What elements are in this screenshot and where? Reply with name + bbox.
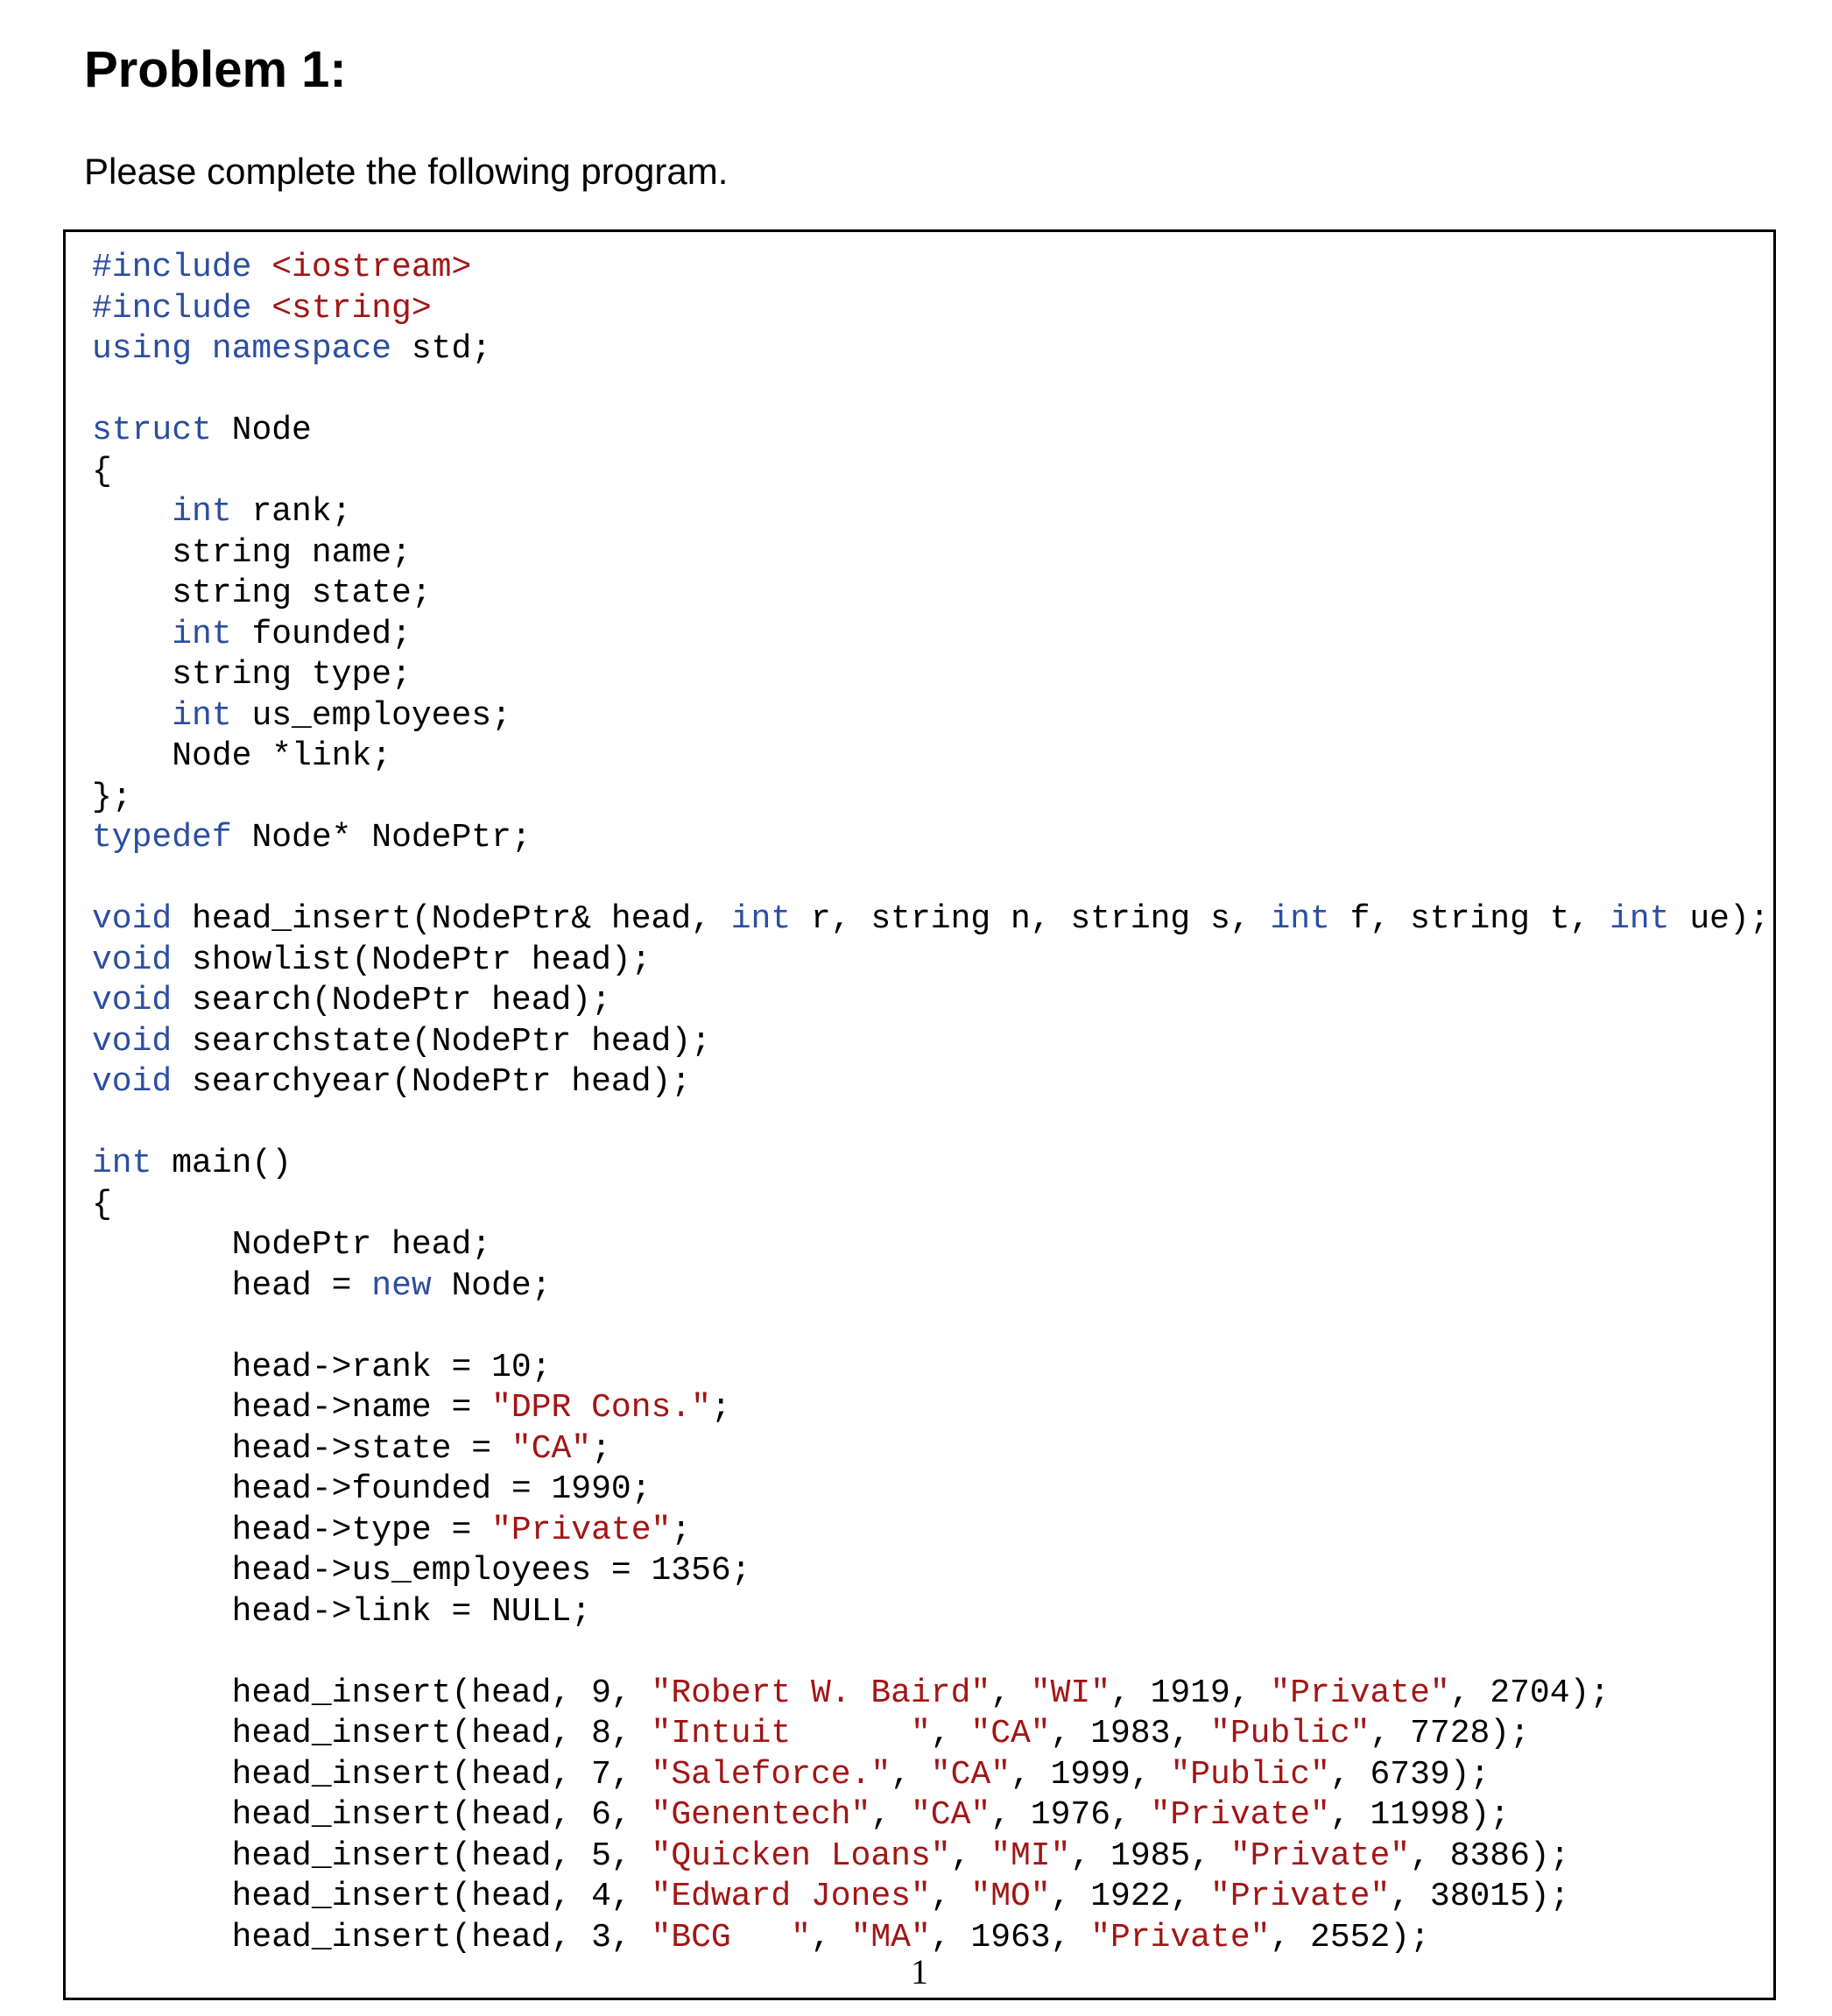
code-text: , [930, 1878, 971, 1915]
code-text: , 2552); [1270, 1918, 1430, 1956]
code-keyword: void [92, 982, 193, 1019]
code-keyword: void [92, 1063, 193, 1101]
code-text: Node; [451, 1266, 552, 1305]
code-keyword: typedef [92, 819, 252, 856]
code-text: , 1983, [1050, 1715, 1211, 1752]
code-keyword: int [1270, 900, 1350, 938]
code-text: , [891, 1755, 931, 1794]
code-line [92, 1511, 1770, 1552]
code-block [92, 248, 1770, 1958]
code-text: head->us_employees = 1356; [92, 1552, 751, 1590]
code-string: "MI" [990, 1836, 1071, 1875]
code-string: "Intuit " [651, 1715, 931, 1752]
code-string: "CA" [910, 1796, 991, 1834]
code-line [92, 1062, 1770, 1103]
code-listing [63, 229, 1776, 2000]
code-text: , 38015); [1390, 1878, 1570, 1915]
code-line [92, 696, 1770, 737]
code-line [92, 655, 1770, 696]
code-string: "Public" [1210, 1715, 1370, 1752]
code-string: "CA" [970, 1715, 1051, 1752]
code-text: head_insert(head, 4, [92, 1878, 652, 1915]
code-line [92, 1022, 1770, 1063]
code-text: , 1999, [1011, 1755, 1171, 1794]
code-line [92, 737, 1770, 778]
code-text: , [950, 1836, 991, 1875]
code-line [92, 1551, 1770, 1592]
code-string: "Quicken Loans" [651, 1836, 951, 1875]
code-line [92, 1429, 1770, 1470]
code-line [92, 1470, 1770, 1511]
code-text [92, 697, 172, 735]
code-text: , 1922, [1050, 1878, 1211, 1915]
code-text: head->state = [92, 1429, 511, 1468]
code-text [92, 493, 172, 531]
code-text: Node *link; [92, 737, 392, 775]
code-line [92, 1836, 1770, 1878]
code-text: ; [710, 1389, 731, 1427]
code-string: "Edward Jones" [651, 1878, 931, 1915]
code-keyword: int [172, 493, 252, 531]
code-string: "Robert W. Baird" [651, 1674, 991, 1712]
code-line [92, 899, 1770, 941]
code-text: r, string n, string s, [810, 900, 1271, 938]
code-text: head_insert(head, 7, [92, 1755, 652, 1794]
code-line [92, 1714, 1770, 1755]
code-text: rank; [251, 493, 352, 531]
code-text: searchyear(NodePtr head); [192, 1063, 692, 1101]
code-line [92, 452, 1770, 493]
code-text: , 6739); [1329, 1755, 1490, 1794]
code-text: ; [671, 1511, 692, 1549]
code-string: "Private" [1270, 1674, 1450, 1712]
code-text: Node [231, 412, 312, 449]
code-keyword: #include [92, 249, 272, 286]
code-keyword: new [371, 1266, 452, 1305]
code-text: , [930, 1715, 971, 1752]
code-line [92, 370, 1770, 412]
code-text: , 2704); [1449, 1674, 1610, 1712]
code-string: <iostream> [271, 249, 472, 286]
code-line [92, 1632, 1770, 1674]
code-text: , [990, 1674, 1031, 1712]
code-text: ue); [1689, 900, 1770, 938]
code-string: "CA" [930, 1755, 1011, 1794]
code-string: "Private" [1090, 1918, 1271, 1956]
code-text [92, 616, 172, 653]
code-text: head->type = [92, 1511, 492, 1549]
code-text: head->founded = 1990; [92, 1470, 652, 1508]
code-line [92, 981, 1770, 1022]
code-text: , 8386); [1410, 1836, 1570, 1875]
instruction-text: Please complete the following program. [84, 151, 729, 192]
code-string: "Genentech" [651, 1796, 871, 1834]
code-text: ; [591, 1429, 611, 1468]
code-string: "WI" [1030, 1674, 1111, 1712]
code-text: std; [411, 330, 492, 368]
code-text: us_employees; [251, 696, 511, 735]
code-string: "Saleforce." [651, 1755, 891, 1794]
code-string: "MA" [850, 1918, 931, 1956]
code-text: head = [92, 1266, 372, 1305]
code-text: Node* NodePtr; [251, 819, 532, 856]
code-line [92, 289, 1770, 330]
code-line [92, 329, 1770, 370]
code-line [92, 1225, 1770, 1266]
code-line [92, 1674, 1770, 1715]
code-text: head_insert(head, 6, [92, 1796, 652, 1834]
code-line [92, 859, 1770, 900]
code-keyword: int [92, 1145, 173, 1182]
code-line [92, 1388, 1770, 1429]
code-string: "Private" [1210, 1878, 1391, 1915]
code-line [92, 492, 1770, 533]
code-string: "Private" [1230, 1836, 1411, 1875]
code-line [92, 1266, 1770, 1308]
code-text: , 1976, [990, 1796, 1151, 1834]
code-text: , 1963, [930, 1918, 1091, 1956]
code-line [92, 1144, 1770, 1185]
code-text: head->link = NULL; [92, 1592, 592, 1631]
code-text: NodePtr head; [92, 1226, 492, 1264]
code-text: head_insert(head, 9, [92, 1674, 652, 1712]
code-string: "Private" [491, 1511, 672, 1549]
code-line [92, 615, 1770, 656]
code-line [92, 778, 1770, 819]
code-text: { [92, 452, 112, 490]
code-line [92, 941, 1770, 982]
code-string: "CA" [511, 1429, 592, 1468]
code-string: "Private" [1150, 1796, 1330, 1834]
code-line [92, 818, 1770, 859]
code-text: head_insert(head, 5, [92, 1836, 652, 1875]
code-text: string type; [92, 656, 412, 694]
code-keyword: int [730, 900, 811, 938]
code-line [92, 1592, 1770, 1633]
code-keyword: struct [92, 412, 232, 449]
code-text: string state; [92, 574, 432, 612]
code-text: head_insert(head, 3, [92, 1918, 652, 1956]
code-text: , [870, 1796, 911, 1834]
code-string: "Public" [1170, 1755, 1330, 1794]
code-line [92, 1307, 1770, 1348]
code-string: "DPR Cons." [491, 1389, 711, 1427]
code-keyword: int [172, 696, 252, 735]
code-keyword: using namespace [92, 330, 412, 368]
page-title: Problem 1: [84, 41, 347, 98]
code-text: head_insert(NodePtr& head, [192, 900, 731, 938]
code-text: , 1919, [1110, 1674, 1271, 1712]
code-line [92, 574, 1770, 615]
code-line [92, 1185, 1770, 1226]
code-string: "BCG " [651, 1918, 811, 1956]
code-text: main() [172, 1145, 292, 1182]
code-line [92, 1755, 1770, 1796]
code-text: showlist(NodePtr head); [192, 941, 652, 979]
code-string: <string> [271, 289, 432, 328]
code-text: }; [92, 778, 132, 816]
code-text: { [92, 1185, 112, 1223]
code-text: head->rank = 10; [92, 1348, 552, 1386]
page-number: 1 [911, 1952, 928, 1991]
code-keyword: int [1610, 900, 1690, 938]
code-keyword: void [92, 941, 193, 979]
code-text: , [810, 1918, 851, 1956]
code-text: head->name = [92, 1389, 492, 1427]
code-text: head_insert(head, 8, [92, 1715, 652, 1752]
code-text: , 11998); [1329, 1796, 1511, 1834]
code-text: , 7728); [1370, 1715, 1530, 1752]
code-keyword: void [92, 900, 193, 938]
code-line [92, 411, 1770, 452]
code-string: "MO" [970, 1878, 1051, 1915]
code-text: founded; [251, 615, 412, 653]
code-text: searchstate(NodePtr head); [192, 1022, 711, 1061]
code-text: search(NodePtr head); [192, 982, 611, 1019]
code-keyword: int [172, 615, 252, 653]
code-keyword: #include [92, 289, 272, 328]
code-text: f, string t, [1349, 900, 1610, 938]
code-line [92, 1795, 1770, 1836]
code-text: , 1985, [1070, 1836, 1230, 1875]
code-line [92, 1348, 1770, 1389]
code-line [92, 533, 1770, 574]
code-line [92, 1103, 1770, 1145]
code-line [92, 248, 1770, 289]
code-text: string name; [92, 533, 412, 572]
code-line [92, 1877, 1770, 1918]
code-keyword: void [92, 1022, 193, 1061]
